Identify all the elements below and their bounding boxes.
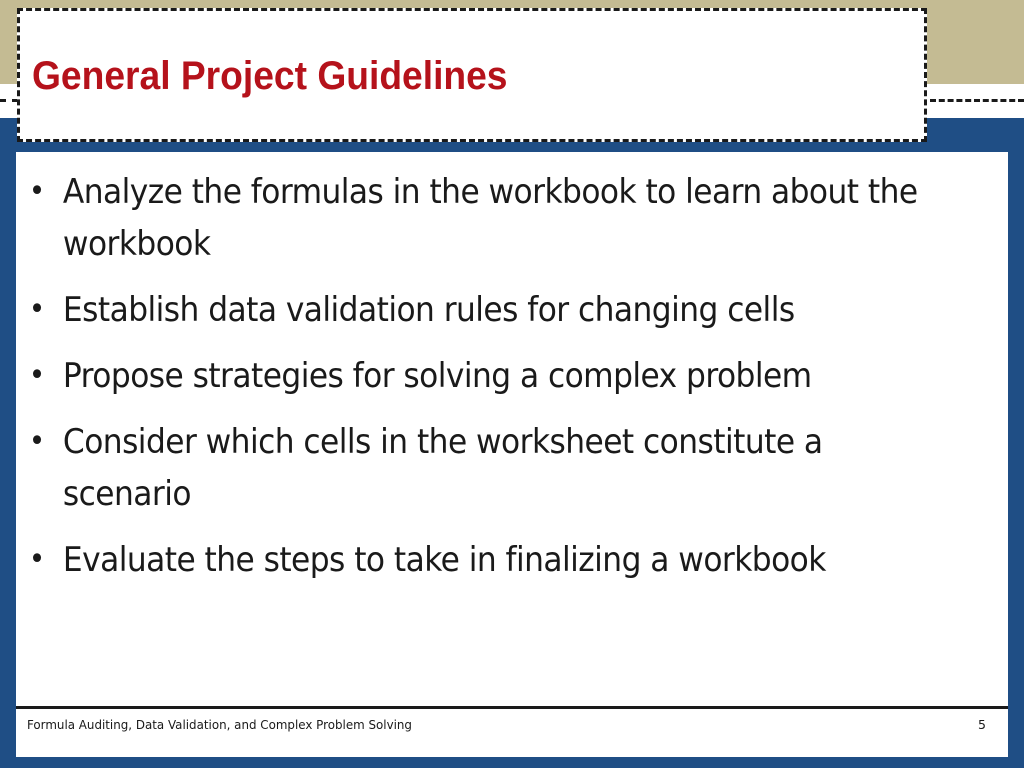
bullet-item bbox=[16, 166, 918, 270]
page-number: 5 bbox=[978, 717, 986, 732]
bullet-icon: • bbox=[28, 358, 45, 393]
title-box bbox=[17, 8, 927, 142]
bullet-list bbox=[16, 166, 996, 600]
slide-title: General Project Guidelines bbox=[32, 54, 508, 98]
bullet-icon: • bbox=[28, 542, 45, 577]
bullet-text: Analyze the formulas in the workbook to learn about the workbook bbox=[62, 172, 918, 264]
dashed-divider-right bbox=[930, 99, 1024, 102]
bullet-text: Establish data validation rules for changing cells bbox=[62, 290, 795, 330]
bullet-text: Consider which cells in the worksheet constitute a scenario bbox=[62, 422, 823, 514]
content-panel bbox=[16, 152, 1008, 707]
footer-text: Formula Auditing, Data Validation, and Complex Problem Solving bbox=[27, 717, 412, 732]
bullet-item bbox=[16, 350, 918, 402]
bullet-item bbox=[16, 416, 918, 520]
bullet-item bbox=[16, 284, 918, 336]
bullet-text: Evaluate the steps to take in finalizing a workbook bbox=[62, 540, 826, 580]
footer bbox=[16, 709, 1008, 757]
bullet-item bbox=[16, 534, 918, 586]
bullet-text: Propose strategies for solving a complex problem bbox=[62, 356, 812, 396]
bullet-icon: • bbox=[28, 174, 45, 209]
bullet-icon: • bbox=[28, 424, 45, 459]
bullet-icon: • bbox=[28, 292, 45, 327]
dashed-divider-left bbox=[0, 99, 18, 102]
